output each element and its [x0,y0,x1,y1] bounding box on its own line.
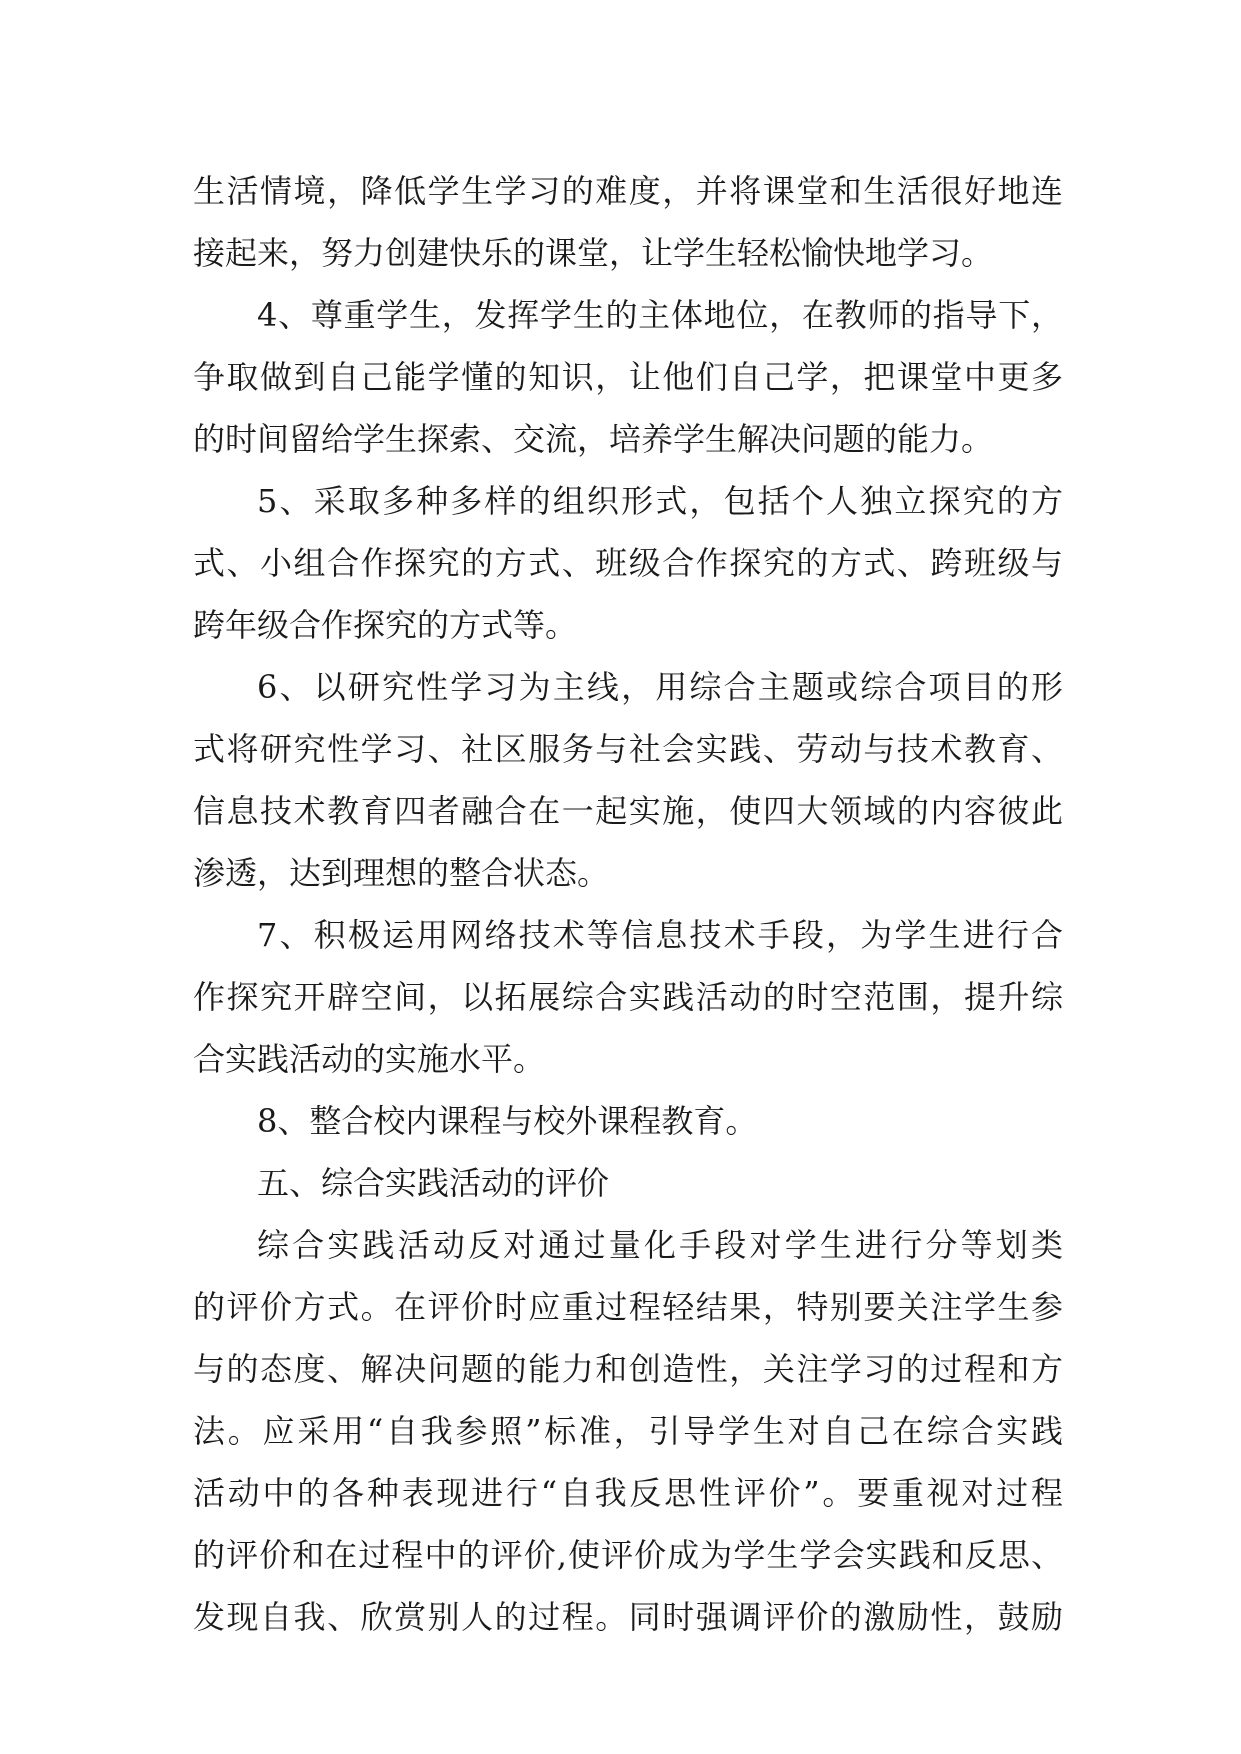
text-line: 的时间留给学生探索、交流，培养学生解决问题的能力。 [193,420,994,458]
document-body [193,160,1063,1648]
text-line: 接起来，努力创建快乐的课堂，让学生轻松愉快地学习。 [193,234,994,272]
text-line: 渗透，达到理想的整合状态。 [193,854,610,892]
text-line: 活动中的各种表现进行“自我反思性评价”。要重视对过程 [193,1474,1063,1512]
text-line: 的评价和在过程中的评价,使评价成为学生学会实践和反思、 [193,1536,1063,1574]
text-line: 跨年级合作探究的方式等。 [193,606,578,644]
text-line: 信息技术教育四者融合在一起实施，使四大领域的内容彼此 [193,792,1063,830]
text-line: 综合实践活动反对通过量化手段对学生进行分等划类 [257,1226,1063,1264]
text-line: 式将研究性学习、社区服务与社会实践、劳动与技术教育、 [193,730,1063,768]
text-line: 法。应采用“自我参照”标准，引导学生对自己在综合实践 [193,1412,1063,1450]
text-line: 五、综合实践活动的评价 [257,1164,610,1202]
text-line: 7、积极运用网络技术等信息技术手段，为学生进行合 [257,916,1063,954]
text-line: 4、尊重学生，发挥学生的主体地位，在教师的指导下， [257,296,1063,334]
text-line: 式、小组合作探究的方式、班级合作探究的方式、跨班级与 [193,544,1063,582]
text-line: 发现自我、欣赏别人的过程。同时强调评价的激励性，鼓励 [193,1598,1063,1636]
text-line: 合实践活动的实施水平。 [193,1040,546,1078]
text-line: 作探究开辟空间，以拓展综合实践活动的时空范围，提升综 [193,978,1063,1016]
text-line: 生活情境，降低学生学习的难度，并将课堂和生活很好地连 [193,172,1063,210]
text-line: 的评价方式。在评价时应重过程轻结果，特别要关注学生参 [193,1288,1063,1326]
text-line: 6、以研究性学习为主线，用综合主题或综合项目的形 [257,668,1063,706]
text-line: 8、整合校内课程与校外课程教育。 [257,1102,758,1140]
text-line: 争取做到自己能学懂的知识，让他们自己学，把课堂中更多 [193,358,1063,396]
text-line: 与的态度、解决问题的能力和创造性，关注学习的过程和方 [193,1350,1063,1388]
text-line: 5、采取多种多样的组织形式，包括个人独立探究的方 [257,482,1063,520]
